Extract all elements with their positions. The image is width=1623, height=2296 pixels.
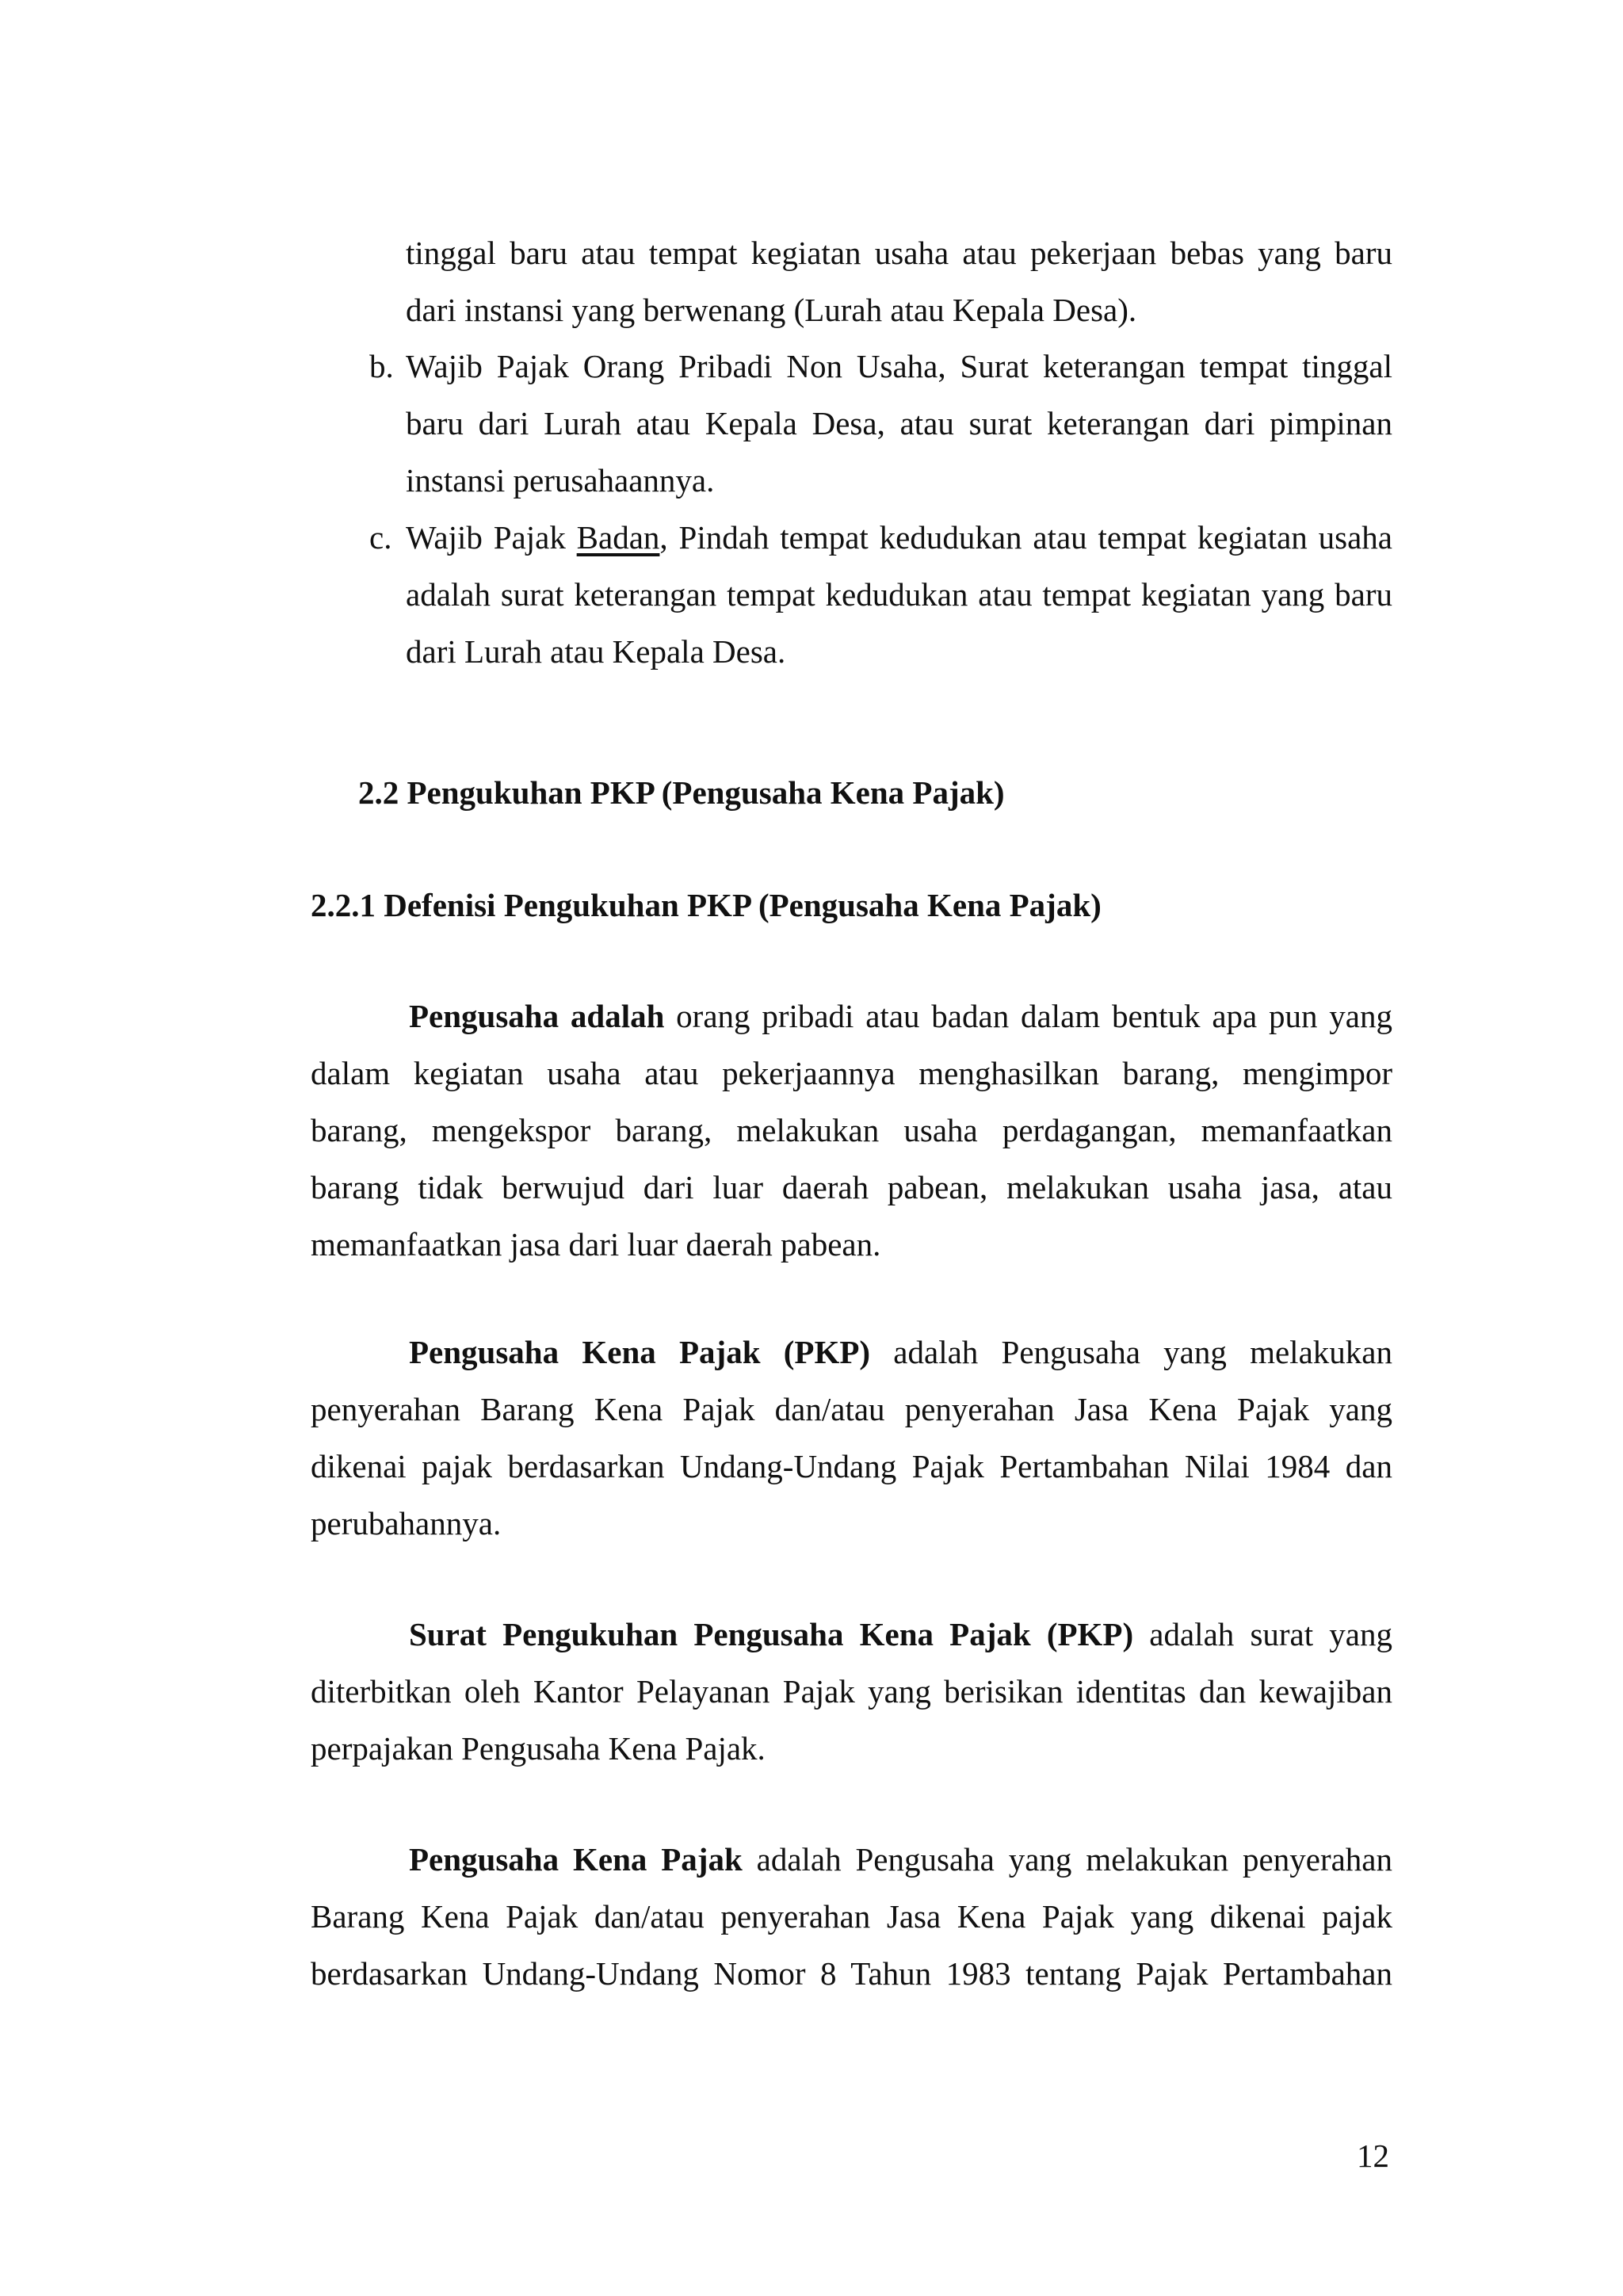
- underlined-term: Badan: [576, 519, 660, 556]
- list-continuation: tinggal baru atau tempat kegiatan usaha atau pekerjaan bebas yang baru dari instansi yang berwenang (Lurah atau Kepala Desa).: [406, 235, 1392, 328]
- paragraph-pkp: Pengusaha Kena Pajak (PKP) adalah Pengusaha yang melakukan penyerahan Barang Kena Pajak dan/atau penyerahan Jasa Kena Pajak yang dikenai pajak berdasarkan Undang-Undang Pajak Pertambahan Nilai 1984 dan perubahannya.: [311, 1334, 1392, 1541]
- paragraph-pengusaha: Pengusaha adalah orang pribadi atau badan dalam bentuk apa pun yang dalam kegiatan usaha atau pekerjaannya menghasilkan barang, mengimpor barang, mengekspor barang, melakukan usaha perdagangan, memanfaatkan barang tidak berwujud dari luar daerah pabean, melakukan usaha jasa, atau memanfaatkan jasa dari luar daerah pabean.: [311, 998, 1392, 1263]
- subsection-heading: 2.2.1 Defenisi Pengukuhan PKP (Pengusaha Kena Pajak): [311, 887, 1102, 923]
- section-heading: 2.2 Pengukuhan PKP (Pengusaha Kena Pajak): [358, 774, 1005, 811]
- paragraph-pengusaha-kena-pajak: Pengusaha Kena Pajak adalah Pengusaha yang melakukan penyerahan Barang Kena Pajak dan/atau penyerahan Jasa Kena Pajak yang dikenai pajak berdasarkan Undang-Undang Nomor 8 Tahun 1983 tentang Pajak Pertambahan: [311, 1841, 1393, 1992]
- list-marker-c: c.: [369, 519, 392, 556]
- list-item-c: Wajib Pajak Badan, Pindah tempat kedudukan atau tempat kegiatan usaha adalah surat keterangan tempat kedudukan atau tempat kegiatan yang baru dari Lurah atau Kepala Desa.: [406, 519, 1393, 670]
- list-item-b: Wajib Pajak Orang Pribadi Non Usaha, Surat keterangan tempat tinggal baru dari Lurah atau Kepala Desa, atau surat keterangan dari pimpinan instansi perusahaannya.: [406, 348, 1392, 499]
- list-marker-b: b.: [369, 348, 394, 384]
- paragraph-surat-pengukuhan: Surat Pengukuhan Pengusaha Kena Pajak (PKP) adalah surat yang diterbitkan oleh Kantor Pelayanan Pajak yang berisikan identitas dan kewajiban perpajakan Pengusaha Kena Pajak.: [311, 1616, 1392, 1767]
- page-number: 12: [1357, 2137, 1389, 2174]
